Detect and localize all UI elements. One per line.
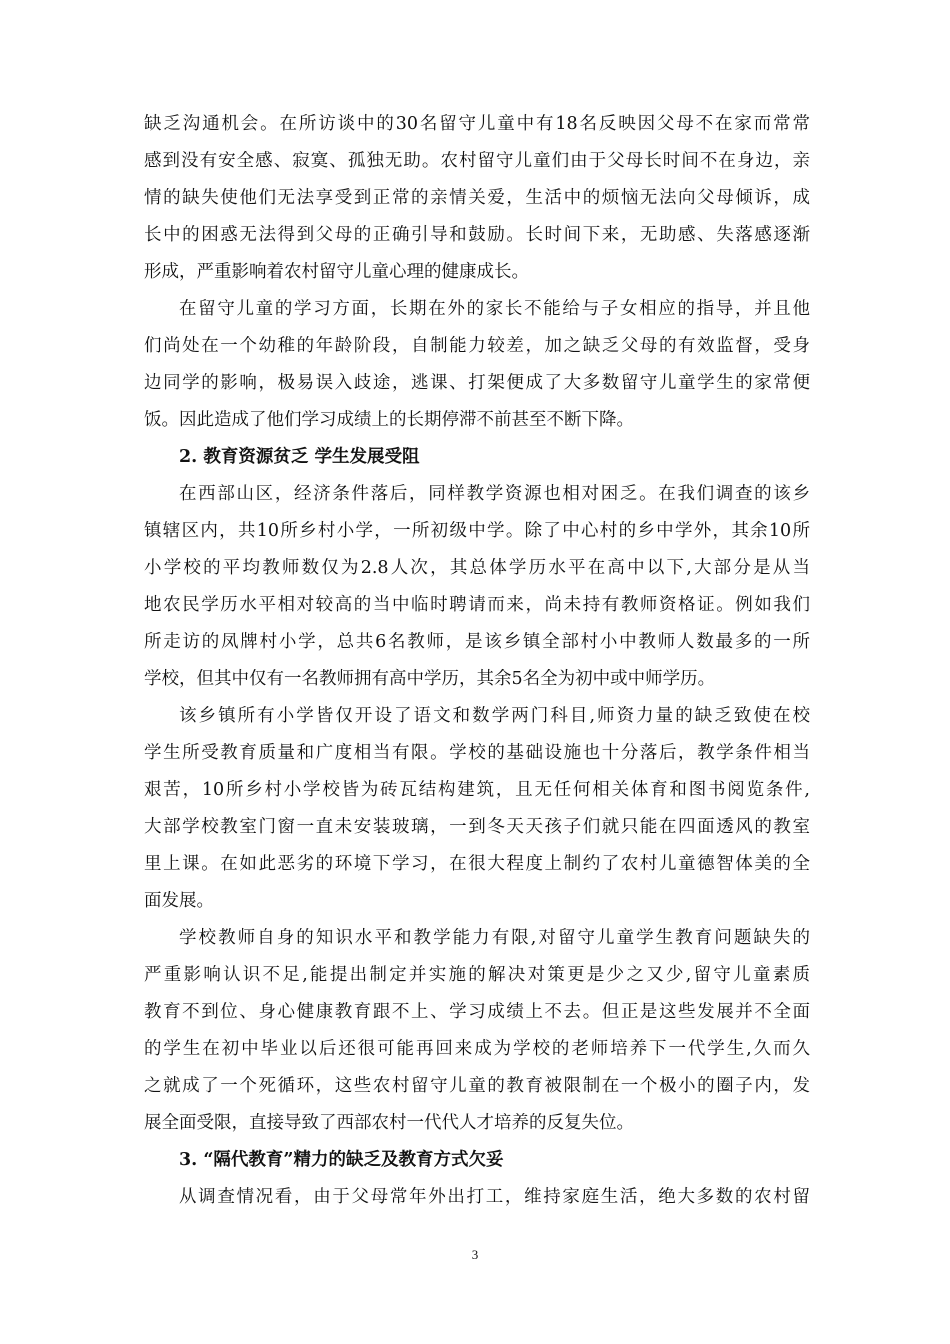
paragraph-line: 饭。因此造成了他们学习成绩上的长期停滞不前甚至不断下降。 bbox=[144, 410, 634, 430]
paragraph-line: 长中的困惑无法得到父母的正确引导和鼓励。长时间下来，无助感、失落感逐渐 bbox=[144, 225, 810, 245]
paragraph-line: 镇辖区内，共10所乡村小学，一所初级中学。除了中心村的乡中学外，其余10所 bbox=[144, 521, 810, 541]
paragraph-line: 大部学校教室门窗一直未安装玻璃，一到冬天天孩子们就只能在四面透风的教室 bbox=[144, 817, 810, 837]
paragraph-line: 的学生在初中毕业以后还很可能再回来成为学校的老师培养下一代学生,久而久 bbox=[144, 1039, 810, 1059]
paragraph-line: 从调查情况看，由于父母常年外出打工，维持家庭生活，绝大多数的农村留 bbox=[179, 1187, 810, 1207]
paragraph-line: 里上课。在如此恶劣的环境下学习，在很大程度上制约了农村儿童德智体美的全 bbox=[144, 854, 810, 874]
paragraph-line: 在西部山区，经济条件落后，同样教学资源也相对困乏。在我们调查的该乡 bbox=[179, 484, 810, 504]
paragraph-line: 严重影响认识不足,能提出制定并实施的解决对策更是少之又少,留守儿童素质 bbox=[144, 965, 810, 985]
paragraph-line: 教育不到位、身心健康教育跟不上、学习成绩上不去。但正是这些发展并不全面 bbox=[144, 1002, 810, 1022]
paragraph-line: 缺乏沟通机会。在所访谈中的30名留守儿童中有18名反映因父母不在家而常常 bbox=[144, 114, 810, 134]
paragraph-line: 所走访的凤牌村小学，总共6名教师，是该乡镇全部村小中教师人数最多的一所 bbox=[144, 632, 810, 652]
paragraph-line: 在留守儿童的学习方面，长期在外的家长不能给与子女相应的指导，并且他 bbox=[179, 299, 810, 319]
paragraph-line: 展全面受限，直接导致了西部农村一代代人才培养的反复失位。 bbox=[144, 1113, 634, 1133]
paragraph-line: 感到没有安全感、寂寞、孤独无助。农村留守儿童们由于父母长时间不在身边，亲 bbox=[144, 151, 810, 171]
paragraph-line: 地农民学历水平相对较高的当中临时聘请而来，尚未持有教师资格证。例如我们 bbox=[144, 595, 810, 615]
paragraph-line: 情的缺失使他们无法享受到正常的亲情关爱，生活中的烦恼无法向父母倾诉，成 bbox=[144, 188, 810, 208]
paragraph-line: 形成，严重影响着农村留守儿童心理的健康成长。 bbox=[144, 262, 529, 282]
paragraph-line: 边同学的影响，极易误入歧途，逃课、打架便成了大多数留守儿童学生的家常便 bbox=[144, 373, 810, 393]
paragraph-line: 学生所受教育质量和广度相当有限。学校的基础设施也十分落后，教学条件相当 bbox=[144, 743, 810, 763]
section-heading: 2. 教育资源贫乏 学生发展受阻 bbox=[179, 447, 420, 467]
paragraph-line: 该乡镇所有小学皆仅开设了语文和数学两门科目,师资力量的缺乏致使在校 bbox=[179, 706, 810, 726]
paragraph-line: 艰苦，10所乡村小学校皆为砖瓦结构建筑，且无任何相关体育和图书阅览条件, bbox=[144, 780, 810, 800]
paragraph-line: 学校教师自身的知识水平和教学能力有限,对留守儿童学生教育问题缺失的 bbox=[179, 928, 810, 948]
paragraph-line: 们尚处在一个幼稚的年龄阶段，自制能力较差，加之缺乏父母的有效监督，受身 bbox=[144, 336, 810, 356]
page-number: 3 bbox=[471, 1247, 479, 1262]
paragraph-line: 面发展。 bbox=[144, 891, 214, 911]
paragraph-line: 小学校的平均教师数仅为2.8人次，其总体学历水平在高中以下,大部分是从当 bbox=[144, 558, 810, 578]
paragraph-line: 之就成了一个死循环，这些农村留守儿童的教育被限制在一个极小的圈子内，发 bbox=[144, 1076, 810, 1096]
section-heading: 3. “隔代教育”精力的缺乏及教育方式欠妥 bbox=[179, 1150, 504, 1170]
paragraph-line: 学校，但其中仅有一名教师拥有高中学历，其余5名全为初中或中师学历。 bbox=[144, 669, 716, 689]
